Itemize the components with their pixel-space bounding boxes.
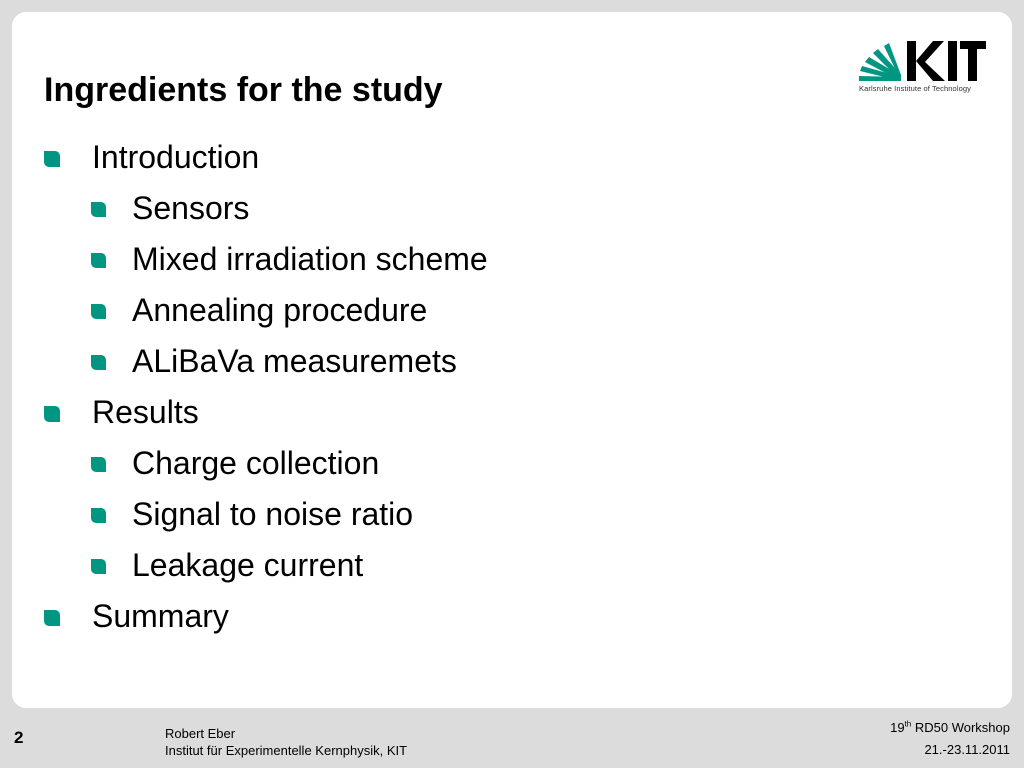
kit-logo-icon [857, 37, 987, 83]
bullet-item [132, 341, 457, 381]
workshop-title: RD50 Workshop [911, 720, 1010, 735]
bullet-item [132, 188, 249, 228]
page-number: 2 [14, 728, 24, 747]
bullet-icon [91, 304, 106, 319]
bullet-icon [91, 355, 106, 370]
bullet-item [132, 239, 488, 279]
bullet-icon [91, 202, 106, 217]
bullet-item [92, 596, 229, 636]
workshop-name [890, 720, 1010, 735]
bullet-text: ALiBaVa measuremets [132, 343, 457, 379]
bullet-icon [91, 253, 106, 268]
bullet-icon [44, 406, 60, 422]
bullet-text: Summary [92, 598, 229, 634]
bullet-text: Mixed irradiation scheme [132, 241, 488, 277]
bullet-item [92, 137, 259, 177]
bullet-item [92, 392, 199, 432]
bullet-icon [44, 151, 60, 167]
author-name: Robert Eber [165, 726, 236, 741]
bullet-text: Sensors [132, 190, 250, 226]
bullet-text: Annealing procedure [132, 292, 428, 328]
bullet-icon [91, 457, 106, 472]
bullet-item [132, 494, 413, 534]
kit-logo [857, 37, 987, 97]
slide [12, 12, 1012, 708]
workshop-ordinal: th [904, 719, 912, 729]
slide-title: Ingredients for the study [44, 71, 443, 109]
bullet-icon [91, 508, 106, 523]
institute-name: Institut für Experimentelle Kernphysik, KIT [165, 743, 408, 758]
bullet-icon [91, 559, 106, 574]
bullet-text: Charge collection [132, 445, 380, 481]
bullet-text: Signal to noise ratio [132, 496, 414, 532]
bullet-icon [44, 610, 60, 626]
workshop-date: 21.-23.11.2011 [924, 742, 1010, 757]
bullet-text: Introduction [92, 139, 260, 175]
slide-footer [0, 708, 1024, 768]
workshop-number: 19 [890, 720, 905, 735]
bullet-item [132, 443, 379, 483]
bullet-text: Results [92, 394, 199, 430]
bullet-item [132, 290, 427, 330]
logo-caption: Karlsruhe Institute of Technology [859, 84, 971, 93]
bullet-item [132, 545, 363, 585]
bullet-text: Leakage current [132, 547, 364, 583]
